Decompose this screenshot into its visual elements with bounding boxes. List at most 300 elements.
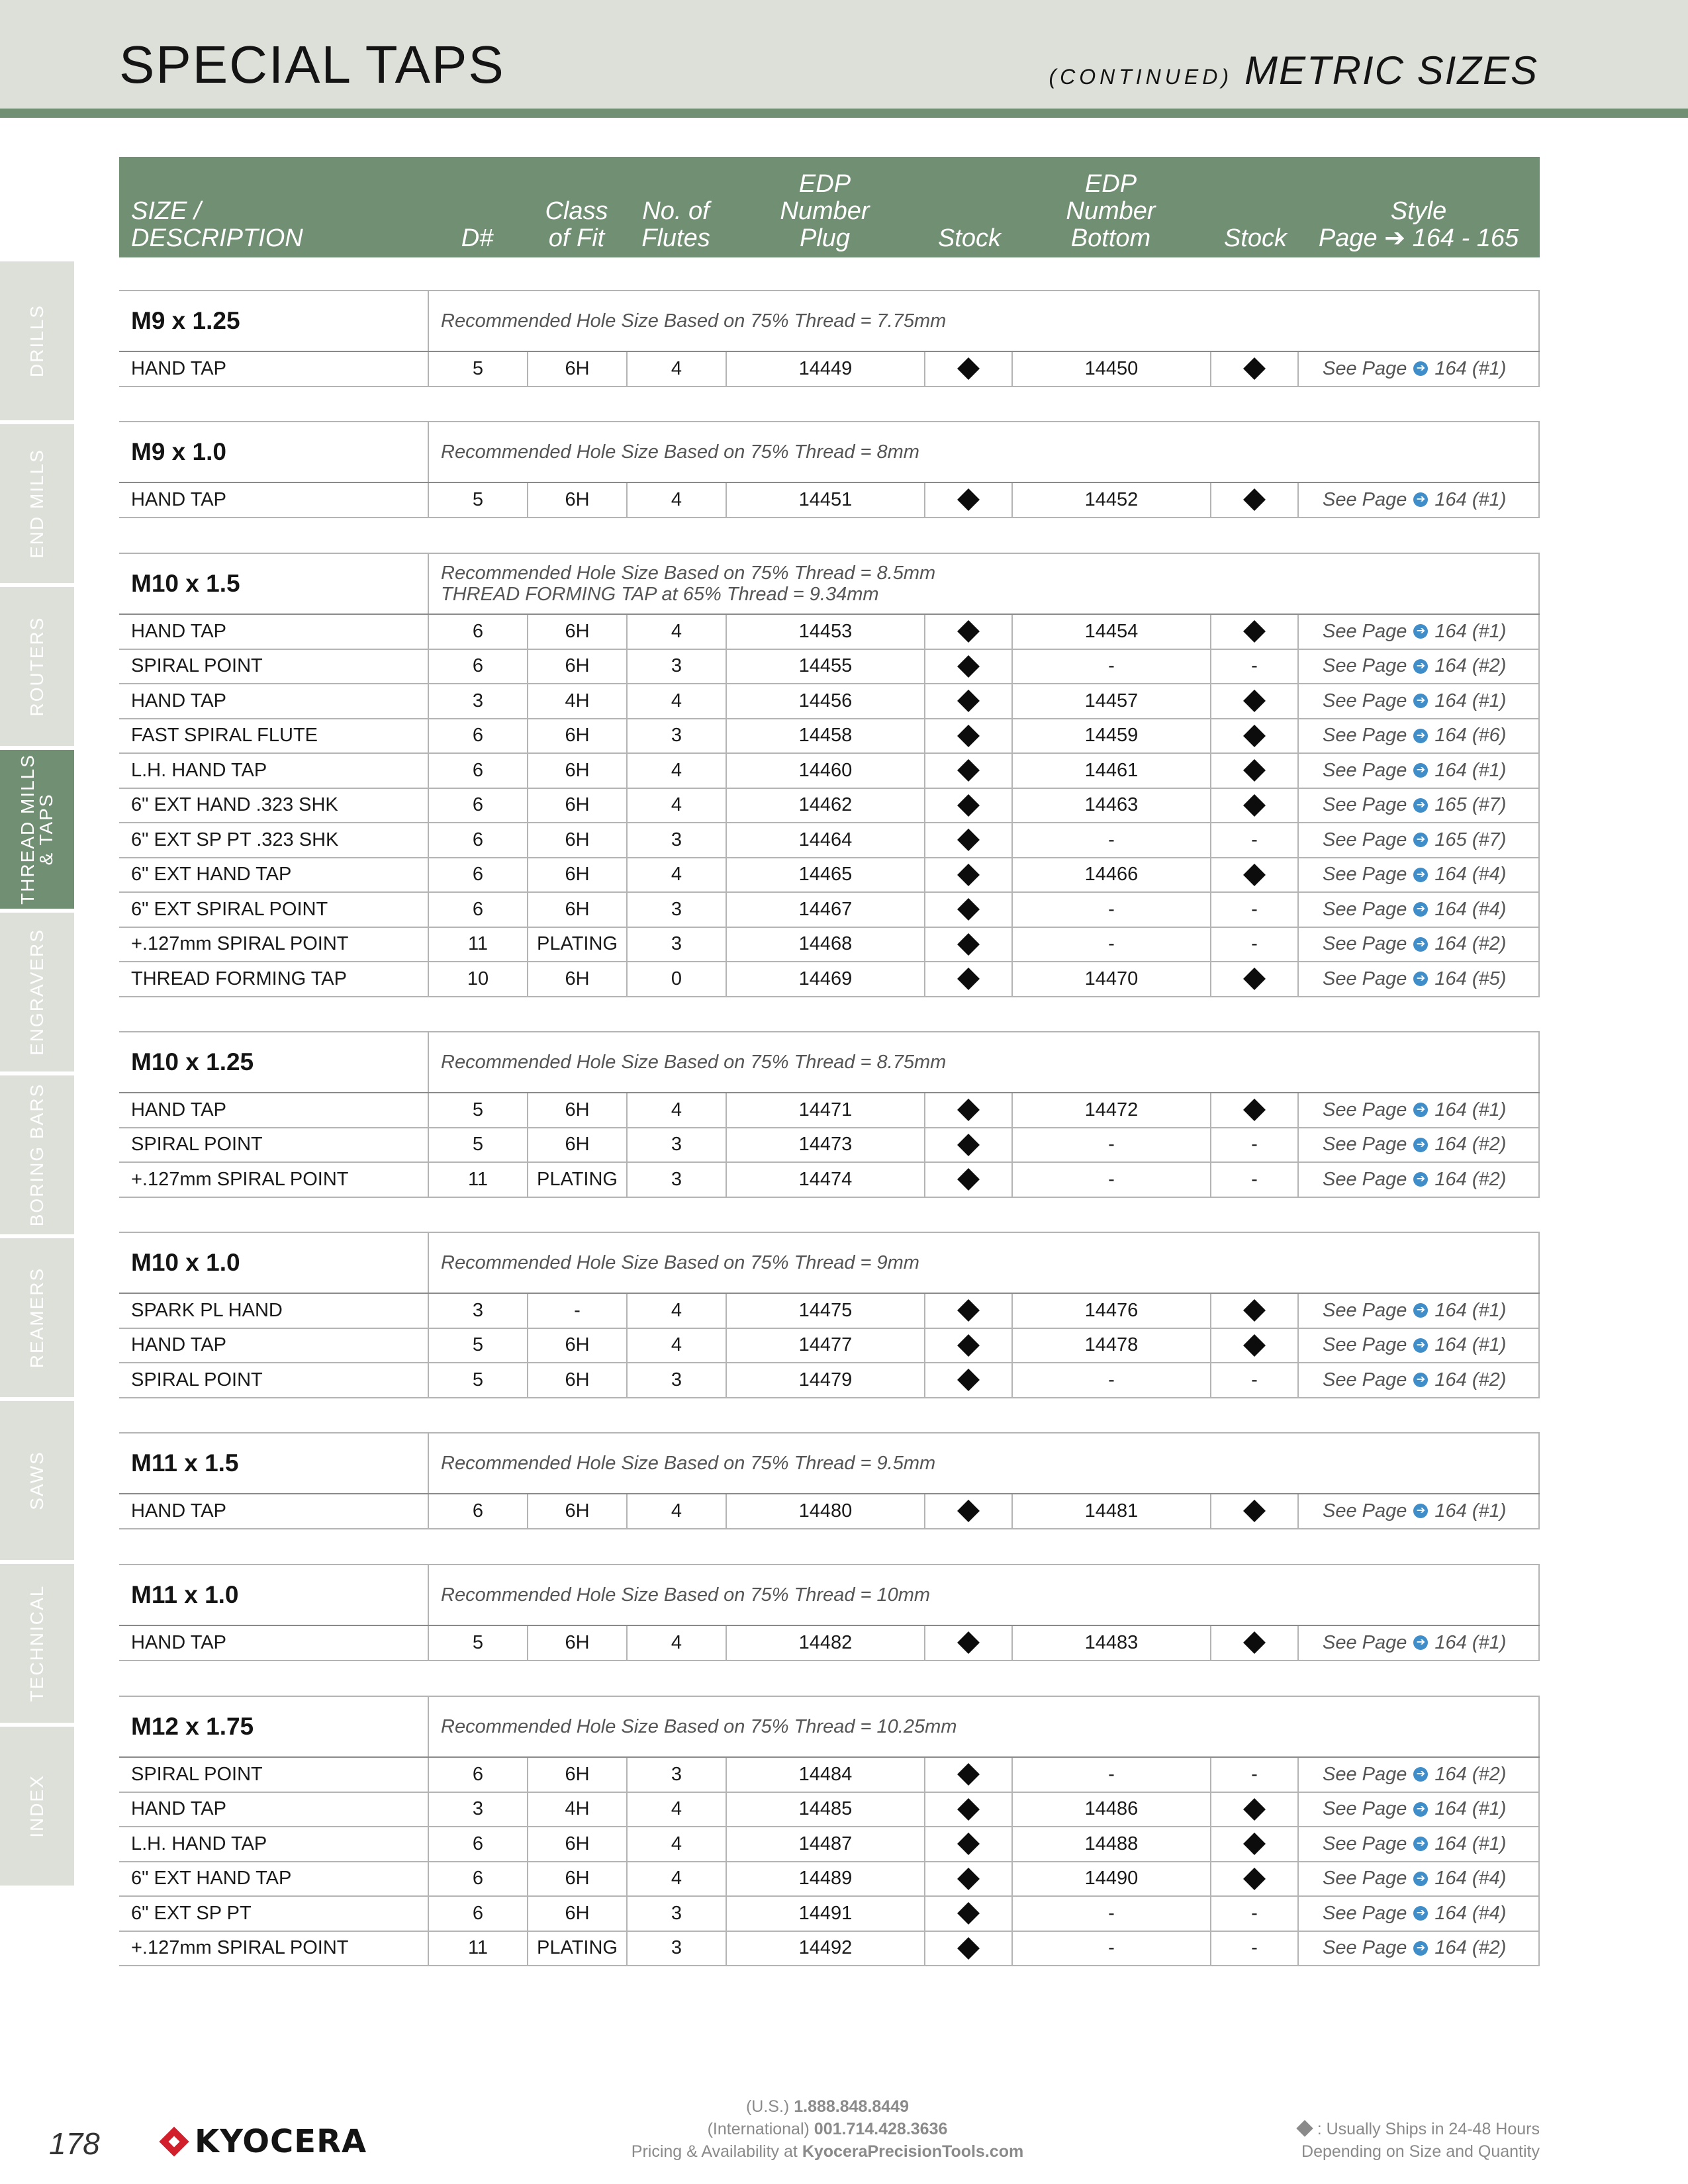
cell-stock-bottom bbox=[1210, 1329, 1297, 1363]
cell-stock-plug bbox=[924, 754, 1011, 788]
cell-edp-plug: 14480 bbox=[726, 1494, 924, 1528]
in-stock-diamond-icon bbox=[1243, 620, 1266, 643]
cell-class-of-fit: PLATING bbox=[527, 1163, 626, 1197]
see-page-label: See Page bbox=[1323, 1099, 1407, 1120]
intl-phone[interactable]: 001.714.428.3636 bbox=[814, 2120, 948, 2138]
cell-d-number: 6 bbox=[428, 1862, 527, 1896]
in-stock-diamond-icon bbox=[957, 829, 980, 851]
side-tab-label: BORING BARS bbox=[26, 1083, 47, 1227]
cell-flutes: 4 bbox=[626, 789, 726, 823]
table-row bbox=[119, 1897, 1540, 1932]
see-page-label: See Page bbox=[1323, 1500, 1407, 1522]
cell-edp-plug: 14491 bbox=[726, 1897, 924, 1931]
see-page-label: See Page bbox=[1323, 488, 1407, 510]
side-tab-saws[interactable] bbox=[0, 1401, 74, 1560]
cell-edp-bottom: 14466 bbox=[1011, 858, 1210, 892]
style-reference[interactable]: 164 (#4) bbox=[1434, 898, 1507, 920]
cell-edp-bottom: 14486 bbox=[1011, 1793, 1210, 1827]
cell-stock-plug bbox=[924, 893, 1011, 927]
cell-edp-plug: 14484 bbox=[726, 1758, 924, 1792]
style-reference[interactable]: 164 (#1) bbox=[1434, 488, 1507, 510]
cell-flutes: 3 bbox=[626, 1932, 726, 1966]
col-class-of-fit: Class of Fit bbox=[545, 197, 608, 252]
cell-d-number: 11 bbox=[428, 1932, 527, 1966]
col-stock-bottom: Stock bbox=[1223, 224, 1287, 252]
side-tab-label: TECHNICAL bbox=[26, 1584, 47, 1702]
in-stock-diamond-icon bbox=[957, 1798, 980, 1821]
cell-edp-bottom: - bbox=[1011, 928, 1210, 962]
side-tab-label: REAMERS bbox=[26, 1267, 47, 1369]
side-tab-reamers[interactable] bbox=[0, 1238, 74, 1397]
cell-description: 6" EXT HAND TAP bbox=[131, 1868, 292, 1889]
side-tab-label: END MILLS bbox=[26, 449, 47, 559]
side-tab-thread-mills-taps[interactable] bbox=[0, 750, 74, 909]
thread-size: M12 x 1.75 bbox=[131, 1713, 254, 1740]
cell-class-of-fit: 6H bbox=[527, 962, 626, 996]
in-stock-diamond-icon bbox=[957, 1833, 980, 1855]
cell-style-page bbox=[1297, 1897, 1540, 1931]
style-reference[interactable]: 164 (#1) bbox=[1434, 357, 1507, 379]
size-section bbox=[119, 1432, 1540, 1529]
cell-edp-bottom: 14461 bbox=[1011, 754, 1210, 788]
cell-d-number: 6 bbox=[428, 823, 527, 857]
cell-d-number: 5 bbox=[428, 352, 527, 386]
cell-edp-plug: 14464 bbox=[726, 823, 924, 857]
in-stock-diamond-icon bbox=[957, 1902, 980, 1925]
see-page-label: See Page bbox=[1323, 1868, 1407, 1889]
see-page-label: See Page bbox=[1323, 655, 1407, 677]
cell-stock-bottom bbox=[1210, 962, 1297, 996]
see-page-label: See Page bbox=[1323, 1168, 1407, 1190]
cell-stock-plug bbox=[924, 789, 1011, 823]
col-size-description: SIZE / DESCRIPTION bbox=[131, 197, 303, 252]
cell-edp-bottom: 14472 bbox=[1011, 1093, 1210, 1127]
table-row bbox=[119, 962, 1540, 997]
cell-description: SPIRAL POINT bbox=[131, 1134, 263, 1156]
cell-flutes: 4 bbox=[626, 1494, 726, 1528]
col-stock-plug: Stock bbox=[937, 224, 1001, 252]
cell-flutes: 4 bbox=[626, 1793, 726, 1827]
cell-stock-bottom: - bbox=[1210, 650, 1297, 684]
diamond-icon bbox=[1296, 2120, 1313, 2136]
cell-d-number: 6 bbox=[428, 754, 527, 788]
cell-d-number: 5 bbox=[428, 1128, 527, 1162]
table-row bbox=[119, 1363, 1540, 1398]
legend-line-1: : Usually Ships in 24-48 Hours bbox=[1317, 2120, 1540, 2138]
arrow-circle-icon: ➔ bbox=[1413, 1172, 1428, 1187]
us-label: (U.S.) bbox=[745, 2097, 790, 2116]
cell-stock-plug bbox=[924, 1758, 1011, 1792]
section-header bbox=[119, 1432, 1540, 1494]
side-tab-routers[interactable] bbox=[0, 587, 74, 746]
cell-style-page bbox=[1297, 1932, 1540, 1966]
table-header bbox=[119, 157, 1540, 257]
arrow-circle-icon: ➔ bbox=[1413, 902, 1428, 917]
hole-size-note bbox=[428, 1032, 1540, 1092]
cell-edp-bottom: 14470 bbox=[1011, 962, 1210, 996]
see-page-label: See Page bbox=[1323, 620, 1407, 642]
style-reference[interactable]: 164 (#4) bbox=[1434, 864, 1507, 886]
cell-edp-bottom: - bbox=[1011, 823, 1210, 857]
see-page-label: See Page bbox=[1323, 725, 1407, 747]
cell-style-page bbox=[1297, 352, 1540, 386]
cell-edp-plug: 14471 bbox=[726, 1093, 924, 1127]
cell-flutes: 4 bbox=[626, 858, 726, 892]
cell-edp-bottom: - bbox=[1011, 650, 1210, 684]
thread-size: M10 x 1.0 bbox=[131, 1249, 240, 1276]
cell-d-number: 3 bbox=[428, 1793, 527, 1827]
cell-stock-plug bbox=[924, 1626, 1011, 1660]
in-stock-diamond-icon bbox=[957, 488, 980, 511]
hole-size-note bbox=[428, 1697, 1540, 1756]
cell-stock-plug bbox=[924, 1862, 1011, 1896]
cell-d-number: 5 bbox=[428, 1093, 527, 1127]
note-line: Recommended Hole Size Based on 75% Thread = 7.75mm bbox=[441, 310, 947, 332]
cell-stock-plug bbox=[924, 483, 1011, 517]
hole-size-note bbox=[428, 1433, 1540, 1493]
cell-d-number: 6 bbox=[428, 650, 527, 684]
cell-description: HAND TAP bbox=[131, 1631, 226, 1653]
cell-stock-bottom: - bbox=[1210, 1932, 1297, 1966]
arrow-right-icon: ➔ bbox=[1384, 224, 1405, 252]
cell-class-of-fit: 6H bbox=[527, 1897, 626, 1931]
cell-edp-plug: 14451 bbox=[726, 483, 924, 517]
in-stock-diamond-icon bbox=[1243, 794, 1266, 817]
cell-stock-bottom bbox=[1210, 615, 1297, 649]
cell-edp-bottom: 14478 bbox=[1011, 1329, 1210, 1363]
cell-edp-plug: 14465 bbox=[726, 858, 924, 892]
cell-edp-plug: 14479 bbox=[726, 1363, 924, 1397]
cell-style-page bbox=[1297, 1363, 1540, 1397]
cell-d-number: 10 bbox=[428, 962, 527, 996]
style-reference[interactable]: 164 (#2) bbox=[1434, 1134, 1507, 1156]
kyocera-mark-icon bbox=[159, 2126, 189, 2157]
style-reference[interactable]: 164 (#6) bbox=[1434, 725, 1507, 747]
cell-style-page bbox=[1297, 1626, 1540, 1660]
stock-legend bbox=[1299, 2118, 1540, 2163]
table-row bbox=[119, 1626, 1540, 1661]
cell-edp-bottom: 14476 bbox=[1011, 1294, 1210, 1328]
cell-style-page bbox=[1297, 1163, 1540, 1197]
cell-stock-bottom bbox=[1210, 754, 1297, 788]
in-stock-diamond-icon bbox=[957, 1299, 980, 1322]
see-page-label: See Page bbox=[1323, 1134, 1407, 1156]
size-section bbox=[119, 1232, 1540, 1398]
style-reference[interactable]: 164 (#5) bbox=[1434, 968, 1507, 989]
see-page-label: See Page bbox=[1323, 794, 1407, 816]
see-page-label: See Page bbox=[1323, 1763, 1407, 1785]
cell-flutes: 3 bbox=[626, 1897, 726, 1931]
hole-size-note bbox=[428, 1233, 1540, 1293]
cell-d-number: 3 bbox=[428, 684, 527, 718]
in-stock-diamond-icon bbox=[1243, 357, 1266, 380]
cell-stock-bottom bbox=[1210, 483, 1297, 517]
legend-line-2: Depending on Size and Quantity bbox=[1301, 2142, 1540, 2161]
cell-stock-plug bbox=[924, 1363, 1011, 1397]
arrow-circle-icon: ➔ bbox=[1413, 1837, 1428, 1851]
in-stock-diamond-icon bbox=[957, 1868, 980, 1890]
table-row bbox=[119, 1093, 1540, 1128]
header-divider bbox=[0, 109, 1688, 118]
arrow-circle-icon: ➔ bbox=[1413, 1906, 1428, 1921]
cell-d-number: 6 bbox=[428, 615, 527, 649]
style-reference[interactable]: 164 (#2) bbox=[1434, 1168, 1507, 1190]
style-reference[interactable]: 164 (#4) bbox=[1434, 1868, 1507, 1889]
in-stock-diamond-icon bbox=[957, 1631, 980, 1654]
cell-d-number: 6 bbox=[428, 1758, 527, 1792]
see-page-label: See Page bbox=[1323, 1833, 1407, 1854]
table-row bbox=[119, 1932, 1540, 1967]
in-stock-diamond-icon bbox=[957, 1099, 980, 1121]
in-stock-diamond-icon bbox=[1243, 1631, 1266, 1654]
cell-class-of-fit: 6H bbox=[527, 1494, 626, 1528]
cell-stock-plug bbox=[924, 962, 1011, 996]
cell-stock-plug bbox=[924, 1294, 1011, 1328]
see-page-label: See Page bbox=[1323, 829, 1407, 850]
cell-description: +.127mm SPIRAL POINT bbox=[131, 1937, 349, 1959]
cell-description: FAST SPIRAL FLUTE bbox=[131, 725, 318, 747]
cell-edp-bottom: 14483 bbox=[1011, 1626, 1210, 1660]
cell-description: HAND TAP bbox=[131, 620, 226, 642]
page-title: SPECIAL TAPS bbox=[119, 35, 505, 94]
table-row bbox=[119, 754, 1540, 789]
table-row bbox=[119, 650, 1540, 685]
thread-size: M10 x 1.5 bbox=[131, 570, 240, 597]
arrow-circle-icon: ➔ bbox=[1413, 1872, 1428, 1886]
arrow-circle-icon: ➔ bbox=[1413, 624, 1428, 639]
style-reference[interactable]: 164 (#2) bbox=[1434, 1369, 1507, 1390]
style-page-prefix: Page bbox=[1318, 224, 1378, 252]
side-tab-boring-bars[interactable] bbox=[0, 1075, 74, 1234]
style-reference[interactable]: 164 (#1) bbox=[1434, 1798, 1507, 1820]
cell-style-page bbox=[1297, 1128, 1540, 1162]
col-edp-bottom: EDP Number Bottom bbox=[1066, 170, 1156, 252]
in-stock-diamond-icon bbox=[957, 794, 980, 817]
cell-flutes: 4 bbox=[626, 615, 726, 649]
cell-class-of-fit: 6H bbox=[527, 352, 626, 386]
in-stock-diamond-icon bbox=[1243, 1299, 1266, 1322]
see-page-label: See Page bbox=[1323, 1334, 1407, 1356]
arrow-circle-icon: ➔ bbox=[1413, 1941, 1428, 1956]
style-reference[interactable]: 164 (#1) bbox=[1434, 1299, 1507, 1321]
cell-description: SPIRAL POINT bbox=[131, 655, 263, 677]
cell-style-page bbox=[1297, 823, 1540, 857]
style-reference[interactable]: 164 (#1) bbox=[1434, 620, 1507, 642]
cell-description: SPIRAL POINT bbox=[131, 1763, 263, 1785]
style-reference[interactable]: 164 (#1) bbox=[1434, 690, 1507, 711]
cell-class-of-fit: 6H bbox=[527, 719, 626, 753]
cell-stock-bottom bbox=[1210, 719, 1297, 753]
in-stock-diamond-icon bbox=[1243, 1798, 1266, 1821]
style-reference[interactable]: 164 (#2) bbox=[1434, 655, 1507, 677]
side-tab-technical[interactable] bbox=[0, 1564, 74, 1723]
cell-stock-bottom: - bbox=[1210, 928, 1297, 962]
cell-edp-plug: 14473 bbox=[726, 1128, 924, 1162]
cell-description: HAND TAP bbox=[131, 488, 226, 510]
arrow-circle-icon: ➔ bbox=[1413, 1767, 1428, 1782]
in-stock-diamond-icon bbox=[957, 898, 980, 921]
table-row bbox=[119, 352, 1540, 387]
cell-flutes: 4 bbox=[626, 1093, 726, 1127]
arrow-circle-icon: ➔ bbox=[1413, 972, 1428, 986]
cell-style-page bbox=[1297, 789, 1540, 823]
side-tab-engravers[interactable] bbox=[0, 913, 74, 1071]
see-page-label: See Page bbox=[1323, 1902, 1407, 1924]
side-tab-drills[interactable] bbox=[0, 261, 74, 420]
cell-flutes: 3 bbox=[626, 1163, 726, 1197]
cell-edp-bottom: 14454 bbox=[1011, 615, 1210, 649]
style-reference[interactable]: 164 (#2) bbox=[1434, 1937, 1507, 1959]
table-row bbox=[119, 1163, 1540, 1198]
note-line: Recommended Hole Size Based on 75% Thread = 8.5mm bbox=[441, 563, 936, 584]
cell-description: +.127mm SPIRAL POINT bbox=[131, 933, 349, 955]
cell-style-page bbox=[1297, 650, 1540, 684]
style-reference[interactable]: 164 (#1) bbox=[1434, 759, 1507, 781]
cell-stock-bottom bbox=[1210, 352, 1297, 386]
cell-edp-plug: 14467 bbox=[726, 893, 924, 927]
cell-edp-plug: 14449 bbox=[726, 352, 924, 386]
see-page-label: See Page bbox=[1323, 1299, 1407, 1321]
cell-flutes: 4 bbox=[626, 1294, 726, 1328]
cell-style-page bbox=[1297, 719, 1540, 753]
side-tab-index[interactable] bbox=[0, 1727, 74, 1886]
cell-description: HAND TAP bbox=[131, 1500, 226, 1522]
size-section bbox=[119, 1696, 1540, 1966]
style-title: Style bbox=[1390, 197, 1447, 225]
cell-class-of-fit: 6H bbox=[527, 615, 626, 649]
arrow-circle-icon: ➔ bbox=[1413, 729, 1428, 743]
in-stock-diamond-icon bbox=[1243, 759, 1266, 782]
cell-style-page bbox=[1297, 754, 1540, 788]
cell-stock-plug bbox=[924, 1329, 1011, 1363]
side-tab-label: THREAD MILLS & TAPS bbox=[17, 754, 56, 905]
cell-style-page bbox=[1297, 1294, 1540, 1328]
page-header bbox=[0, 0, 1688, 109]
cell-edp-bottom: - bbox=[1011, 1932, 1210, 1966]
cell-edp-bottom: 14457 bbox=[1011, 684, 1210, 718]
cell-edp-bottom: 14488 bbox=[1011, 1827, 1210, 1861]
cell-d-number: 3 bbox=[428, 1294, 527, 1328]
cell-flutes: 3 bbox=[626, 928, 726, 962]
style-reference[interactable]: 165 (#7) bbox=[1434, 794, 1507, 816]
cell-d-number: 6 bbox=[428, 719, 527, 753]
in-stock-diamond-icon bbox=[1243, 1500, 1266, 1522]
cell-class-of-fit: PLATING bbox=[527, 928, 626, 962]
cell-class-of-fit: 6H bbox=[527, 823, 626, 857]
website-link[interactable]: KyoceraPrecisionTools.com bbox=[802, 2142, 1024, 2161]
style-reference[interactable]: 164 (#1) bbox=[1434, 1334, 1507, 1356]
cell-stock-plug bbox=[924, 1128, 1011, 1162]
cell-edp-plug: 14482 bbox=[726, 1626, 924, 1660]
cell-stock-bottom: - bbox=[1210, 1897, 1297, 1931]
cell-edp-bottom: 14481 bbox=[1011, 1494, 1210, 1528]
cell-flutes: 3 bbox=[626, 1363, 726, 1397]
cell-description: 6" EXT SP PT bbox=[131, 1902, 252, 1924]
cell-description: 6" EXT SPIRAL POINT bbox=[131, 898, 328, 920]
cell-flutes: 4 bbox=[626, 684, 726, 718]
cell-description: SPARK PL HAND bbox=[131, 1299, 283, 1321]
cell-class-of-fit: 6H bbox=[527, 1827, 626, 1861]
style-reference[interactable]: 164 (#4) bbox=[1434, 1902, 1507, 1924]
contact-info bbox=[530, 2095, 1125, 2163]
cell-stock-plug bbox=[924, 1827, 1011, 1861]
cell-flutes: 3 bbox=[626, 1128, 726, 1162]
cell-edp-bottom: - bbox=[1011, 1163, 1210, 1197]
cell-stock-plug bbox=[924, 684, 1011, 718]
style-reference[interactable]: 164 (#1) bbox=[1434, 1833, 1507, 1854]
cell-class-of-fit: 4H bbox=[527, 684, 626, 718]
arrow-circle-icon: ➔ bbox=[1413, 1103, 1428, 1117]
see-page-label: See Page bbox=[1323, 357, 1407, 379]
cell-stock-bottom bbox=[1210, 1827, 1297, 1861]
in-stock-diamond-icon bbox=[957, 933, 980, 956]
thread-size: M10 x 1.25 bbox=[131, 1048, 254, 1075]
note-line: Recommended Hole Size Based on 75% Thread = 9mm bbox=[441, 1252, 919, 1273]
col-edp-plug: EDP Number Plug bbox=[780, 170, 870, 252]
cell-d-number: 6 bbox=[428, 893, 527, 927]
cell-flutes: 4 bbox=[626, 1626, 726, 1660]
cell-style-page bbox=[1297, 1793, 1540, 1827]
cell-stock-plug bbox=[924, 1897, 1011, 1931]
see-page-label: See Page bbox=[1323, 1369, 1407, 1390]
cell-stock-plug bbox=[924, 1494, 1011, 1528]
cell-description: L.H. HAND TAP bbox=[131, 1833, 267, 1854]
us-phone[interactable]: 1.888.848.8449 bbox=[794, 2097, 909, 2116]
style-reference[interactable]: 165 (#7) bbox=[1434, 829, 1507, 850]
metric-sizes-label: METRIC SIZES bbox=[1244, 48, 1538, 93]
cell-stock-plug bbox=[924, 823, 1011, 857]
cell-stock-bottom bbox=[1210, 1093, 1297, 1127]
cell-d-number: 6 bbox=[428, 1827, 527, 1861]
style-page-range: 164 - 165 bbox=[1412, 224, 1519, 252]
thread-size: M11 x 1.5 bbox=[131, 1449, 239, 1477]
in-stock-diamond-icon bbox=[957, 759, 980, 782]
cell-stock-bottom bbox=[1210, 1294, 1297, 1328]
see-page-label: See Page bbox=[1323, 898, 1407, 920]
arrow-circle-icon: ➔ bbox=[1413, 937, 1428, 952]
side-tab-end-mills[interactable] bbox=[0, 424, 74, 583]
cell-stock-bottom: - bbox=[1210, 893, 1297, 927]
style-reference[interactable]: 164 (#1) bbox=[1434, 1631, 1507, 1653]
cell-stock-plug bbox=[924, 352, 1011, 386]
cell-edp-bottom: 14463 bbox=[1011, 789, 1210, 823]
cell-edp-bottom: 14459 bbox=[1011, 719, 1210, 753]
cell-flutes: 4 bbox=[626, 352, 726, 386]
cell-edp-plug: 14485 bbox=[726, 1793, 924, 1827]
cell-edp-bottom: - bbox=[1011, 1363, 1210, 1397]
cell-flutes: 3 bbox=[626, 719, 726, 753]
style-reference[interactable]: 164 (#2) bbox=[1434, 933, 1507, 955]
col-no-of-flutes: No. of Flutes bbox=[641, 197, 710, 252]
size-section bbox=[119, 553, 1540, 997]
table-row bbox=[119, 1294, 1540, 1329]
cell-edp-bottom: - bbox=[1011, 1128, 1210, 1162]
cell-stock-bottom: - bbox=[1210, 1163, 1297, 1197]
arrow-circle-icon: ➔ bbox=[1413, 798, 1428, 813]
section-header bbox=[119, 553, 1540, 615]
cell-stock-plug bbox=[924, 858, 1011, 892]
see-page-label: See Page bbox=[1323, 759, 1407, 781]
arrow-circle-icon: ➔ bbox=[1413, 694, 1428, 708]
style-reference[interactable]: 164 (#2) bbox=[1434, 1763, 1507, 1785]
cell-class-of-fit: 6H bbox=[527, 893, 626, 927]
cell-edp-bottom: 14490 bbox=[1011, 1862, 1210, 1896]
cell-stock-plug bbox=[924, 1932, 1011, 1966]
col-style bbox=[1297, 198, 1540, 252]
style-reference[interactable]: 164 (#1) bbox=[1434, 1500, 1507, 1522]
style-reference[interactable]: 164 (#1) bbox=[1434, 1099, 1507, 1120]
in-stock-diamond-icon bbox=[957, 1763, 980, 1786]
